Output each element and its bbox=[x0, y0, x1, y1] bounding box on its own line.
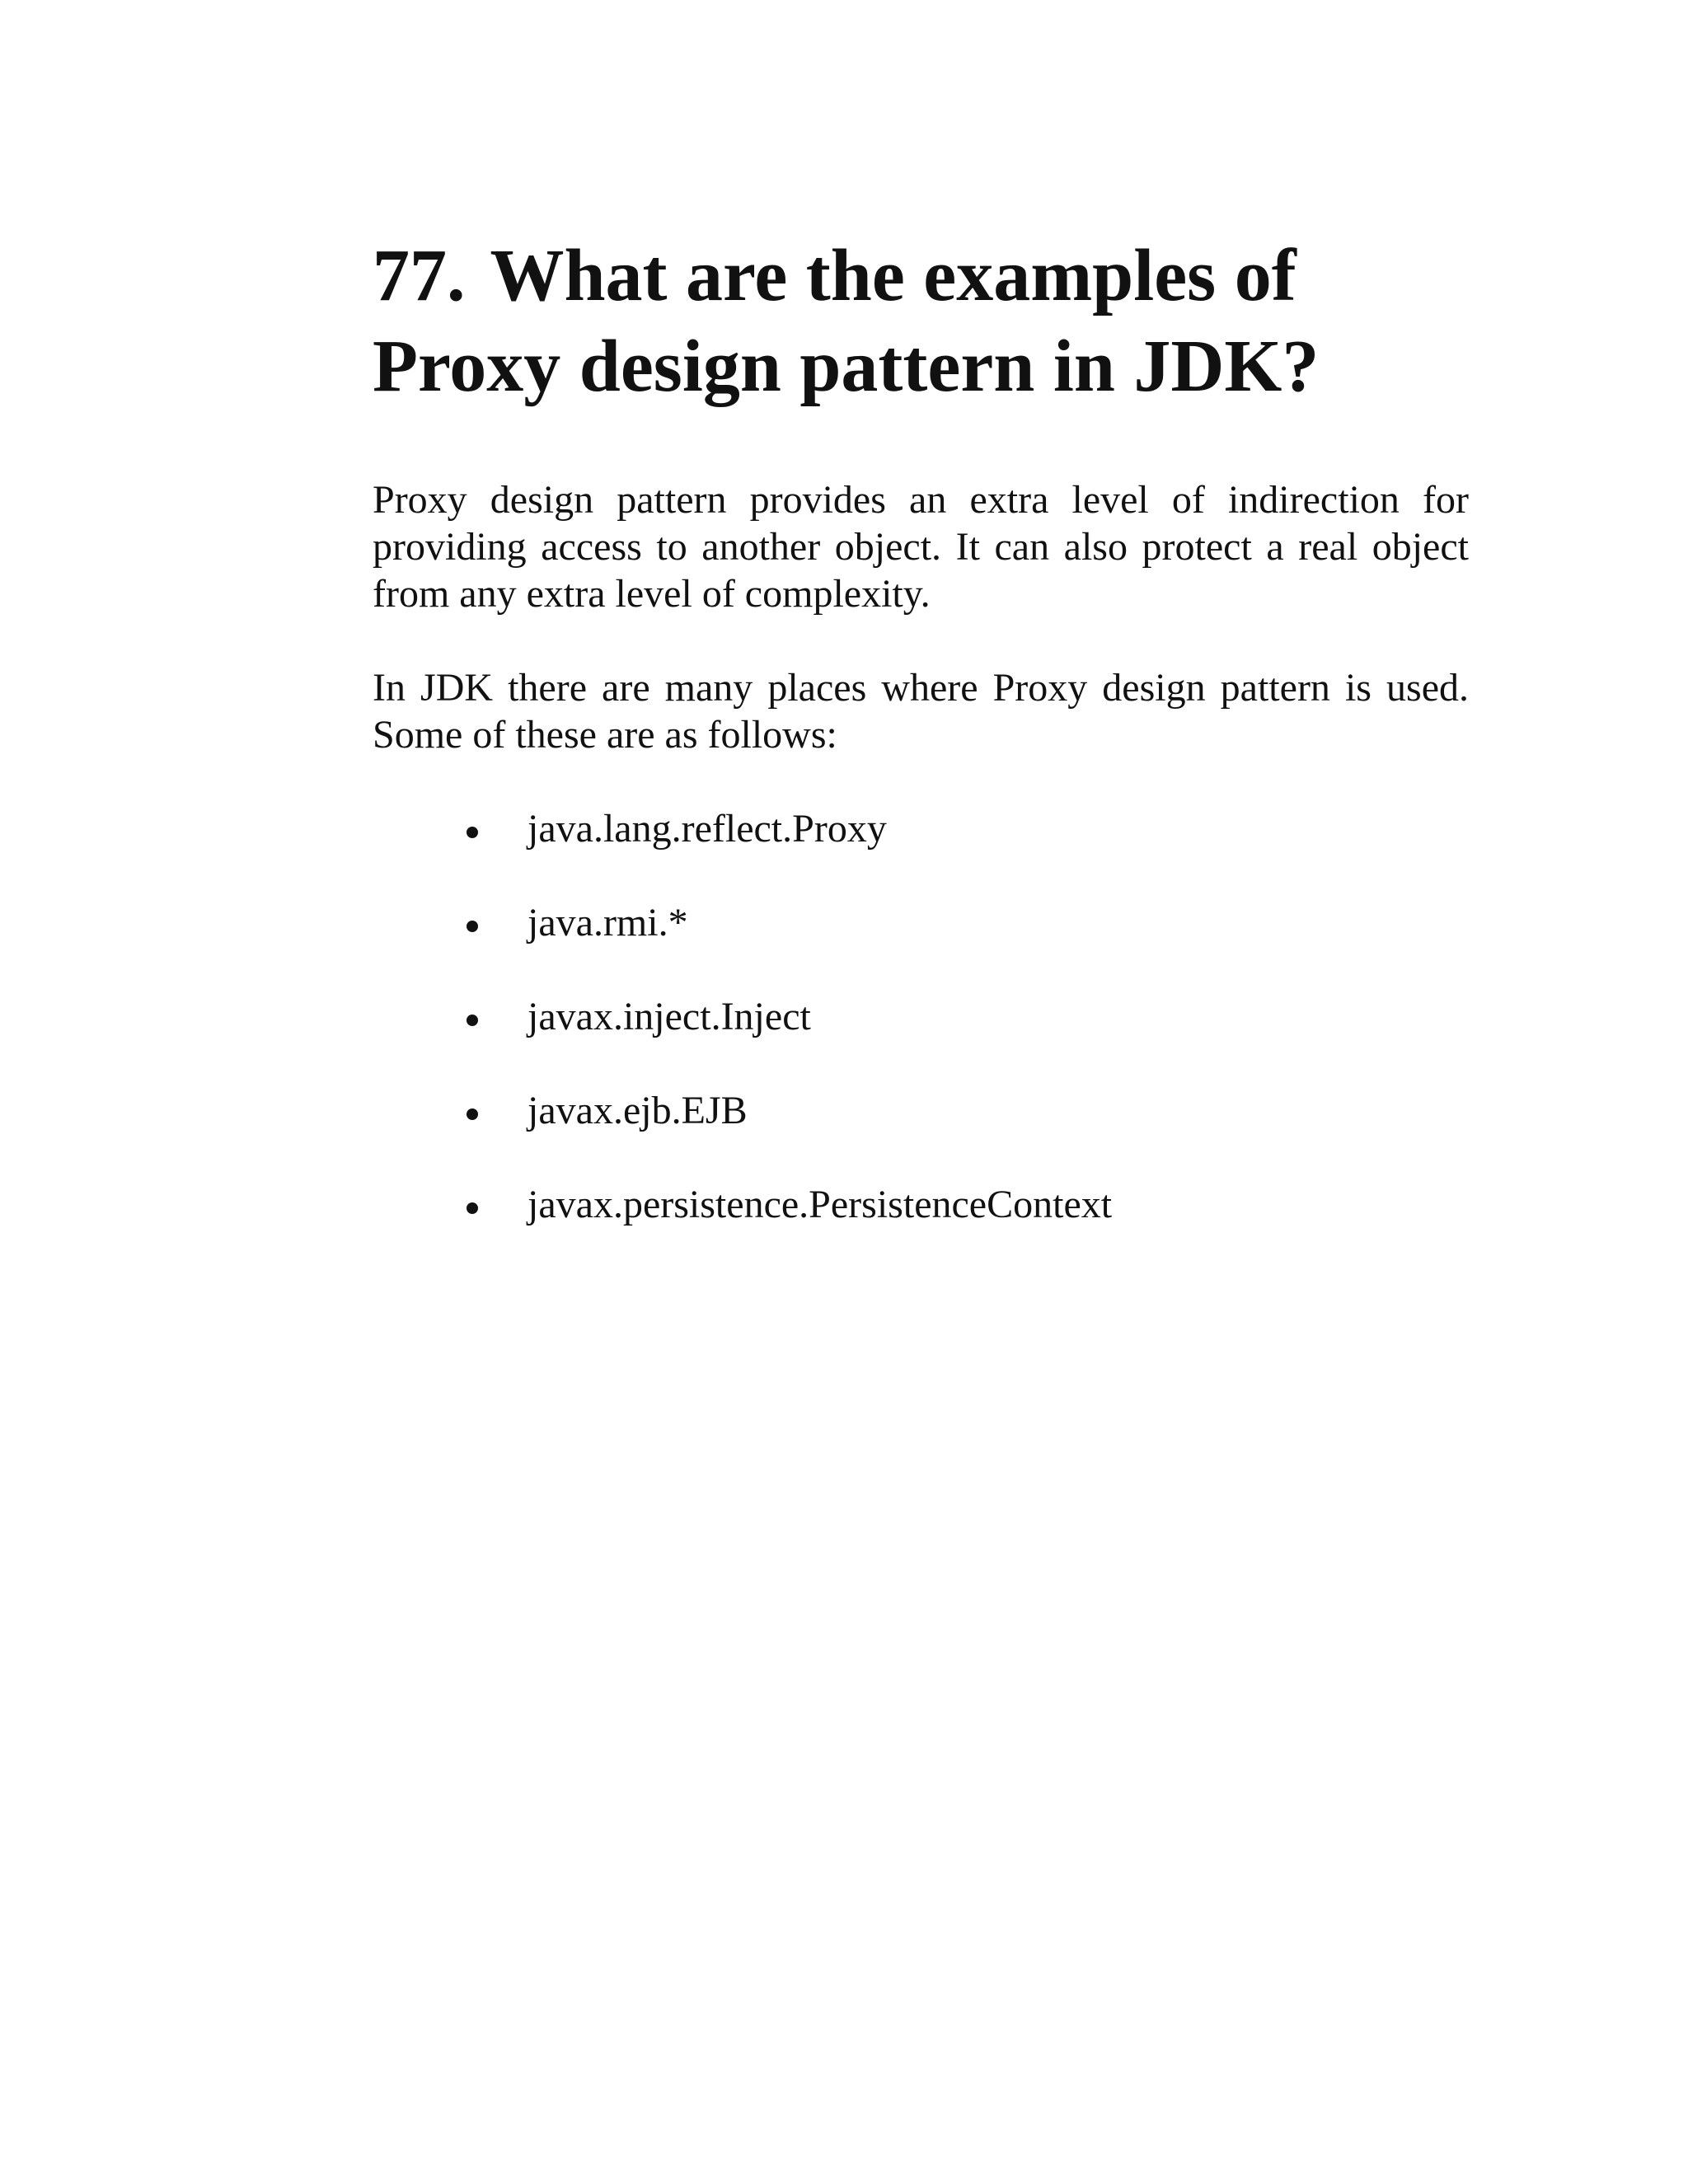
list-item bbox=[373, 1181, 1469, 1228]
list-item-text: java.rmi.* bbox=[528, 901, 688, 944]
bullet-icon bbox=[467, 827, 478, 838]
question-number: 77. bbox=[373, 235, 466, 316]
bullet-icon bbox=[467, 1015, 478, 1026]
bullet-icon bbox=[467, 921, 478, 932]
bullet-icon bbox=[467, 1108, 478, 1120]
question-title: What are the examples of Proxy design pattern in JDK? bbox=[373, 235, 1320, 407]
list-item-text: javax.ejb.EJB bbox=[528, 1089, 748, 1132]
list-item bbox=[373, 805, 1469, 852]
list-item-text: javax.persistence.PersistenceContext bbox=[528, 1183, 1113, 1226]
list-item bbox=[373, 993, 1469, 1040]
intro-paragraph: Proxy design pattern provides an extra level of indirection for providing access to another object. It can also protect a real object from any extra level of complexity. bbox=[373, 478, 1469, 616]
jdk-examples-list bbox=[373, 805, 1469, 1228]
list-item bbox=[373, 899, 1469, 946]
list-item-text: java.lang.reflect.Proxy bbox=[528, 807, 887, 851]
jdk-usage-paragraph: In JDK there are many places where Proxy design pattern is used. Some of these are as follows: bbox=[373, 666, 1469, 757]
list-item bbox=[373, 1087, 1469, 1134]
bullet-icon bbox=[467, 1202, 478, 1214]
list-item-text: javax.inject.Inject bbox=[528, 995, 811, 1038]
question-heading bbox=[373, 231, 1469, 412]
page-content bbox=[373, 231, 1469, 1228]
